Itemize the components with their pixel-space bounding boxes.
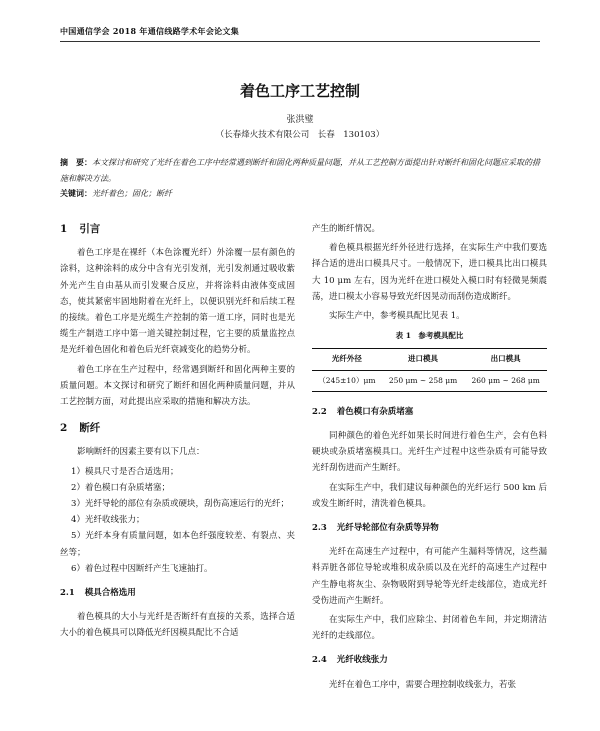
subsection-heading-2-3 — [312, 520, 547, 536]
list-item: 4）光纤收线张力； — [71, 515, 145, 526]
paragraph: 在实际生产中，我们应除尘、封闭着色车间，并定期清洁光纤的走线部位。 — [312, 615, 547, 642]
table-row — [312, 370, 547, 391]
paragraph: 着色模具的大小与光纤是否断纤有直接的关系，选择合适大小的着色模具可以降低光纤因模具配比不合适 — [60, 612, 295, 639]
subsection-number: 2.3 — [312, 523, 327, 534]
abstract-text: 本文探讨和研究了光纤在着色工序中经常遇到断纤和固化两种质量问题，并从工艺控制方面提出针对断纤和固化问题应采取的措施和解决方法。 — [60, 158, 540, 183]
keywords — [60, 188, 540, 199]
paragraph: 着色工序是在裸纤（本色涂覆光纤）外涂覆一层有颜色的涂料，这种涂料的成分中含有光引发剂，光引发剂通过吸收紫外光产生自由基从而引发聚合反应，并将涂料由液体变成固态，使其紧密牢固地附着在光纤上，以便识别光纤和后续工程的接续。着色工序是光缆生产控制的第一道工序，同时也是光缆生产制造工序中第一道关键控制过程，它主要的质量监控点是光纤着色固化和着色后光纤衰减变化的趋势分析。 — [60, 248, 295, 356]
table-caption: 表 1 参考模具配比 — [395, 331, 464, 341]
mold-ratio-table — [312, 328, 547, 392]
paragraph: 着色工序在生产过程中，经常遇到断纤和固化两种主要的质量问题。本文探讨和研究了断纤和固化两种质量问题，并从工艺控制方面，对此提出应采取的措施和解决方法。 — [60, 364, 295, 408]
subsection-title: 模具合格选用 — [84, 588, 136, 599]
subsection-number: 2.4 — [312, 655, 327, 666]
paragraph: 光纤在着色工序中，需要合理控制收线张力，若张 — [329, 679, 517, 690]
left-column — [60, 221, 295, 645]
table-cell: 250 μm ~ 258 μm — [388, 375, 458, 385]
paper-affiliation: （长春烽火技术有限公司 长春 130103） — [215, 130, 385, 140]
section-title: 断纤 — [79, 422, 101, 435]
table-header-cell: 出口模具 — [490, 354, 521, 364]
right-column — [312, 221, 547, 696]
list-item: 3）光纤导轮的部位有杂质或硬块，刮伤高速运行的光纤； — [71, 499, 289, 510]
table-cell: （245±10）μm — [318, 375, 376, 385]
list-item: 5）光纤本身有质量问题，如本色纤强度较差、有裂点、夹丝等； — [60, 531, 295, 558]
table-cell: 260 μm ~ 268 μm — [471, 375, 540, 385]
section-number: 2 — [60, 422, 68, 435]
subsection-number: 2.2 — [312, 406, 327, 417]
section-heading-2 — [60, 420, 295, 436]
paragraph: 同种颜色的着色光纤如果长时间进行着色生产，会有色料硬块或杂质堵塞模具口。光纤生产过程中这些杂质有可能导致光纤刮伤进而产生断纤。 — [312, 431, 547, 474]
list-item: 6）着色过程中因断纤产生飞速抽打。 — [71, 563, 213, 574]
paper-author: 张洪璧 — [286, 115, 314, 125]
list-item: 1）模具尺寸是否合适选用； — [71, 466, 179, 477]
abstract — [60, 154, 540, 187]
subsection-number: 2.1 — [60, 588, 75, 599]
subsection-heading-2-1 — [60, 585, 295, 601]
keywords-text: 光纤着色；固化；断纤 — [92, 189, 172, 198]
header-rule — [60, 41, 540, 42]
paper-title: 着色工序工艺控制 — [239, 82, 360, 100]
running-head: 中国通信学会 2018 年通信线路学术年会论文集 — [60, 26, 240, 36]
abstract-label: 摘 要： — [60, 157, 92, 167]
paragraph: 在实际生产中，我们建议每种颜色的光纤运行 500 km 后或发生断纤时，清洗着色模具。 — [312, 482, 547, 509]
subsection-title: 着色模口有杂质堵塞 — [336, 406, 414, 417]
section-number: 1 — [60, 223, 68, 235]
table-header-cell: 进口模具 — [408, 354, 439, 364]
list-item: 2）着色模口有杂质堵塞； — [71, 482, 170, 493]
subsection-heading-2-4 — [312, 652, 547, 668]
subsection-title: 光纤收线张力 — [336, 655, 388, 666]
section-heading-1 — [60, 221, 295, 237]
table-header-row — [312, 349, 547, 370]
subsection-title: 光纤导轮部位有杂质等异物 — [336, 523, 439, 534]
section-title: 引言 — [79, 223, 101, 235]
paragraph: 影响断纤的因素主要有以下几点： — [77, 447, 205, 458]
subsection-heading-2-2 — [312, 404, 547, 420]
keywords-label: 关键词： — [60, 188, 92, 198]
paragraph: 光纤在高速生产过程中，有可能产生漏料等情况，这些漏料弄脏各部位导轮或堆积成杂质以及在光纤的高速生产过程中产生静电将灰尘、杂物吸附到导轮等光纤走线部位，造成光纤受伤进而产生断纤。 — [312, 547, 547, 606]
paragraph: 产生的断纤情况。 — [312, 224, 381, 234]
paragraph: 实际生产中，参考模具配比见表 1。 — [329, 311, 465, 322]
paragraph: 着色模具根据光纤外径进行选择，在实际生产中我们要选择合适的进出口模具尺寸。一般情况下，进口模具比出口模具大 10 μm 左右，因为光纤在进口模处入模口时有轻微晃频震荡，进口模太小容易导致光纤因晃动而刮伤造成断纤。 — [312, 243, 547, 302]
table-header-cell: 光纤外径 — [331, 354, 362, 364]
